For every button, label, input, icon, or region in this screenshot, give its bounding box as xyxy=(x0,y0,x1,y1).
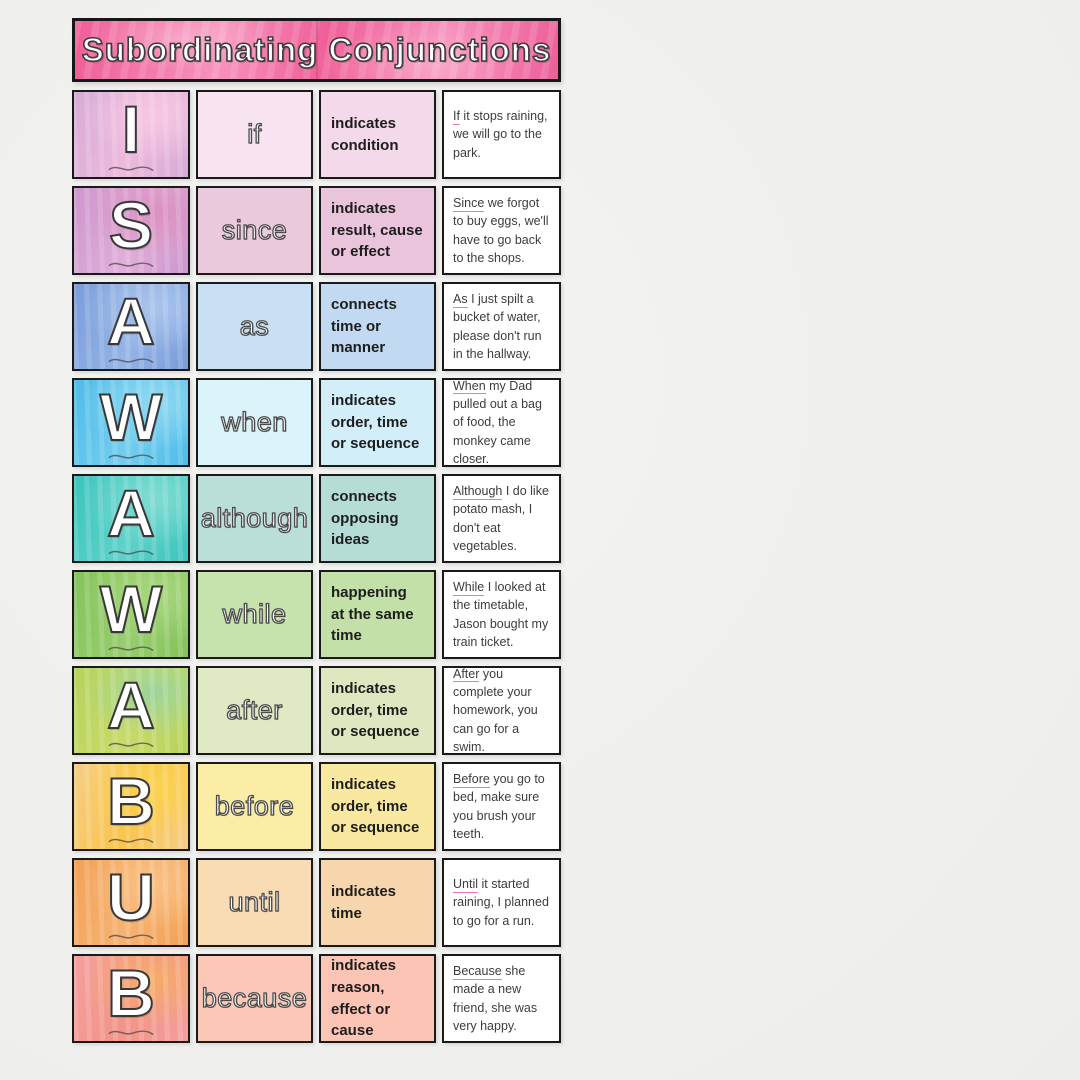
conjunctions-poster xyxy=(72,18,561,1043)
letter-text: U xyxy=(107,860,155,934)
word-text: when xyxy=(221,407,288,437)
example-card xyxy=(442,378,561,467)
example-conjunction-underlined: Before xyxy=(453,772,490,786)
example-sentence xyxy=(453,107,550,162)
meaning-card xyxy=(319,282,436,371)
meaning-card xyxy=(319,570,436,659)
example-conjunction-underlined: Since xyxy=(453,196,485,210)
squiggle-underline-mark xyxy=(105,836,157,845)
meaning-card xyxy=(319,90,436,179)
example-card xyxy=(442,90,561,179)
example-card xyxy=(442,666,561,755)
meaning-card xyxy=(319,858,436,947)
word-card xyxy=(196,762,313,851)
example-conjunction-underlined: Although xyxy=(453,484,503,498)
example-sentence xyxy=(453,482,550,555)
meaning-text: indicates order, time or sequence xyxy=(331,775,420,837)
meaning-card xyxy=(319,762,436,851)
word-card xyxy=(196,570,313,659)
example-rest: I looked at the timetable, Jason bought my train ticket. xyxy=(453,580,549,649)
example-rest: you complete your homework, you can go for a swim. xyxy=(453,666,538,754)
meaning-card xyxy=(319,474,436,563)
word-card xyxy=(196,90,313,179)
squiggle-underline-mark xyxy=(105,548,157,557)
squiggle-underline-mark xyxy=(105,356,157,365)
meaning-text: indicates order, time or sequence xyxy=(331,679,420,741)
example-conjunction-underlined: As xyxy=(453,292,468,306)
example-conjunction-underlined: After xyxy=(453,666,480,681)
example-rest: I do like potato mash, I don't eat vegetables. xyxy=(453,484,549,553)
letter-card xyxy=(72,378,190,467)
word-card xyxy=(196,954,313,1043)
conjunction-grid xyxy=(72,90,561,1043)
example-rest: it stops raining, we will go to the park. xyxy=(453,109,548,160)
example-sentence xyxy=(453,578,550,651)
word-text: while xyxy=(222,599,287,629)
example-card xyxy=(442,282,561,371)
title-banner xyxy=(72,18,561,82)
word-text: until xyxy=(228,887,281,917)
example-rest: she made a new friend, she was very happy. xyxy=(453,964,538,1033)
word-text: although xyxy=(200,503,309,533)
letter-text: A xyxy=(107,476,155,550)
letter-text: B xyxy=(107,956,155,1030)
meaning-text: indicates order, time or sequence xyxy=(331,391,420,453)
example-conjunction-underlined: Because xyxy=(453,964,502,978)
word-card xyxy=(196,474,313,563)
example-rest: it started raining, I planned to go for a run. xyxy=(453,877,549,928)
meaning-text: indicates condition xyxy=(331,114,399,154)
example-sentence xyxy=(453,666,550,755)
letter-card xyxy=(72,570,190,659)
word-card xyxy=(196,282,313,371)
meaning-text: indicates result, cause or effect xyxy=(331,199,423,261)
example-rest: we forgot to buy eggs, we'll have to go back to the shops. xyxy=(453,196,549,265)
meaning-text: connects time or manner xyxy=(331,295,397,357)
example-conjunction-underlined: If xyxy=(453,109,460,124)
poster-title: Subordinating Conjunctions xyxy=(81,31,552,68)
example-sentence xyxy=(453,378,550,467)
letter-card xyxy=(72,474,190,563)
meaning-text: connects opposing ideas xyxy=(331,487,399,549)
squiggle-underline-mark xyxy=(105,452,157,461)
letter-text: A xyxy=(107,284,155,358)
squiggle-underline-mark xyxy=(105,260,157,269)
example-card xyxy=(442,762,561,851)
word-text: before xyxy=(214,791,295,821)
word-text: after xyxy=(226,695,283,725)
meaning-card xyxy=(319,666,436,755)
example-card xyxy=(442,474,561,563)
letter-card xyxy=(72,858,190,947)
word-text: if xyxy=(247,119,262,149)
example-conjunction-underlined: Until xyxy=(453,877,479,892)
word-text: as xyxy=(239,311,270,341)
meaning-card xyxy=(319,378,436,467)
example-rest: I just spilt a bucket of water, please don't run in the hallway. xyxy=(453,292,542,361)
example-sentence xyxy=(453,770,550,843)
squiggle-underline-mark xyxy=(105,164,157,173)
word-card xyxy=(196,666,313,755)
squiggle-underline-mark xyxy=(105,740,157,749)
letter-text: W xyxy=(99,380,163,454)
example-rest: my Dad pulled out a bag of food, the monkey came closer. xyxy=(453,378,542,466)
letter-card xyxy=(72,282,190,371)
example-sentence xyxy=(453,875,550,930)
letter-text: W xyxy=(99,572,163,646)
meaning-text: indicates time xyxy=(331,882,397,922)
meaning-card xyxy=(319,186,436,275)
example-sentence xyxy=(453,962,550,1035)
word-card xyxy=(196,858,313,947)
meaning-card xyxy=(319,954,436,1043)
example-conjunction-underlined: When xyxy=(453,378,486,393)
letter-text: S xyxy=(108,188,154,262)
letter-card xyxy=(72,954,190,1043)
word-card xyxy=(196,186,313,275)
letter-card xyxy=(72,90,190,179)
letter-card xyxy=(72,762,190,851)
squiggle-underline-mark xyxy=(105,1028,157,1037)
example-conjunction-underlined: While xyxy=(453,580,485,594)
letter-card xyxy=(72,666,190,755)
example-card xyxy=(442,570,561,659)
letter-text: B xyxy=(107,764,155,838)
letter-text: I xyxy=(121,92,141,166)
letter-text: A xyxy=(107,668,155,742)
example-sentence xyxy=(453,194,550,267)
meaning-text: indicates reason, effect or cause xyxy=(331,957,397,1040)
example-sentence xyxy=(453,290,550,363)
word-card xyxy=(196,378,313,467)
example-card xyxy=(442,954,561,1043)
example-card xyxy=(442,858,561,947)
word-text: because xyxy=(201,983,308,1013)
letter-card xyxy=(72,186,190,275)
example-rest: you go to bed, make sure you brush your teeth. xyxy=(453,772,545,841)
squiggle-underline-mark xyxy=(105,932,157,941)
squiggle-underline-mark xyxy=(105,644,157,653)
meaning-text: happening at the same time xyxy=(331,583,414,645)
example-card xyxy=(442,186,561,275)
word-text: since xyxy=(221,215,288,245)
